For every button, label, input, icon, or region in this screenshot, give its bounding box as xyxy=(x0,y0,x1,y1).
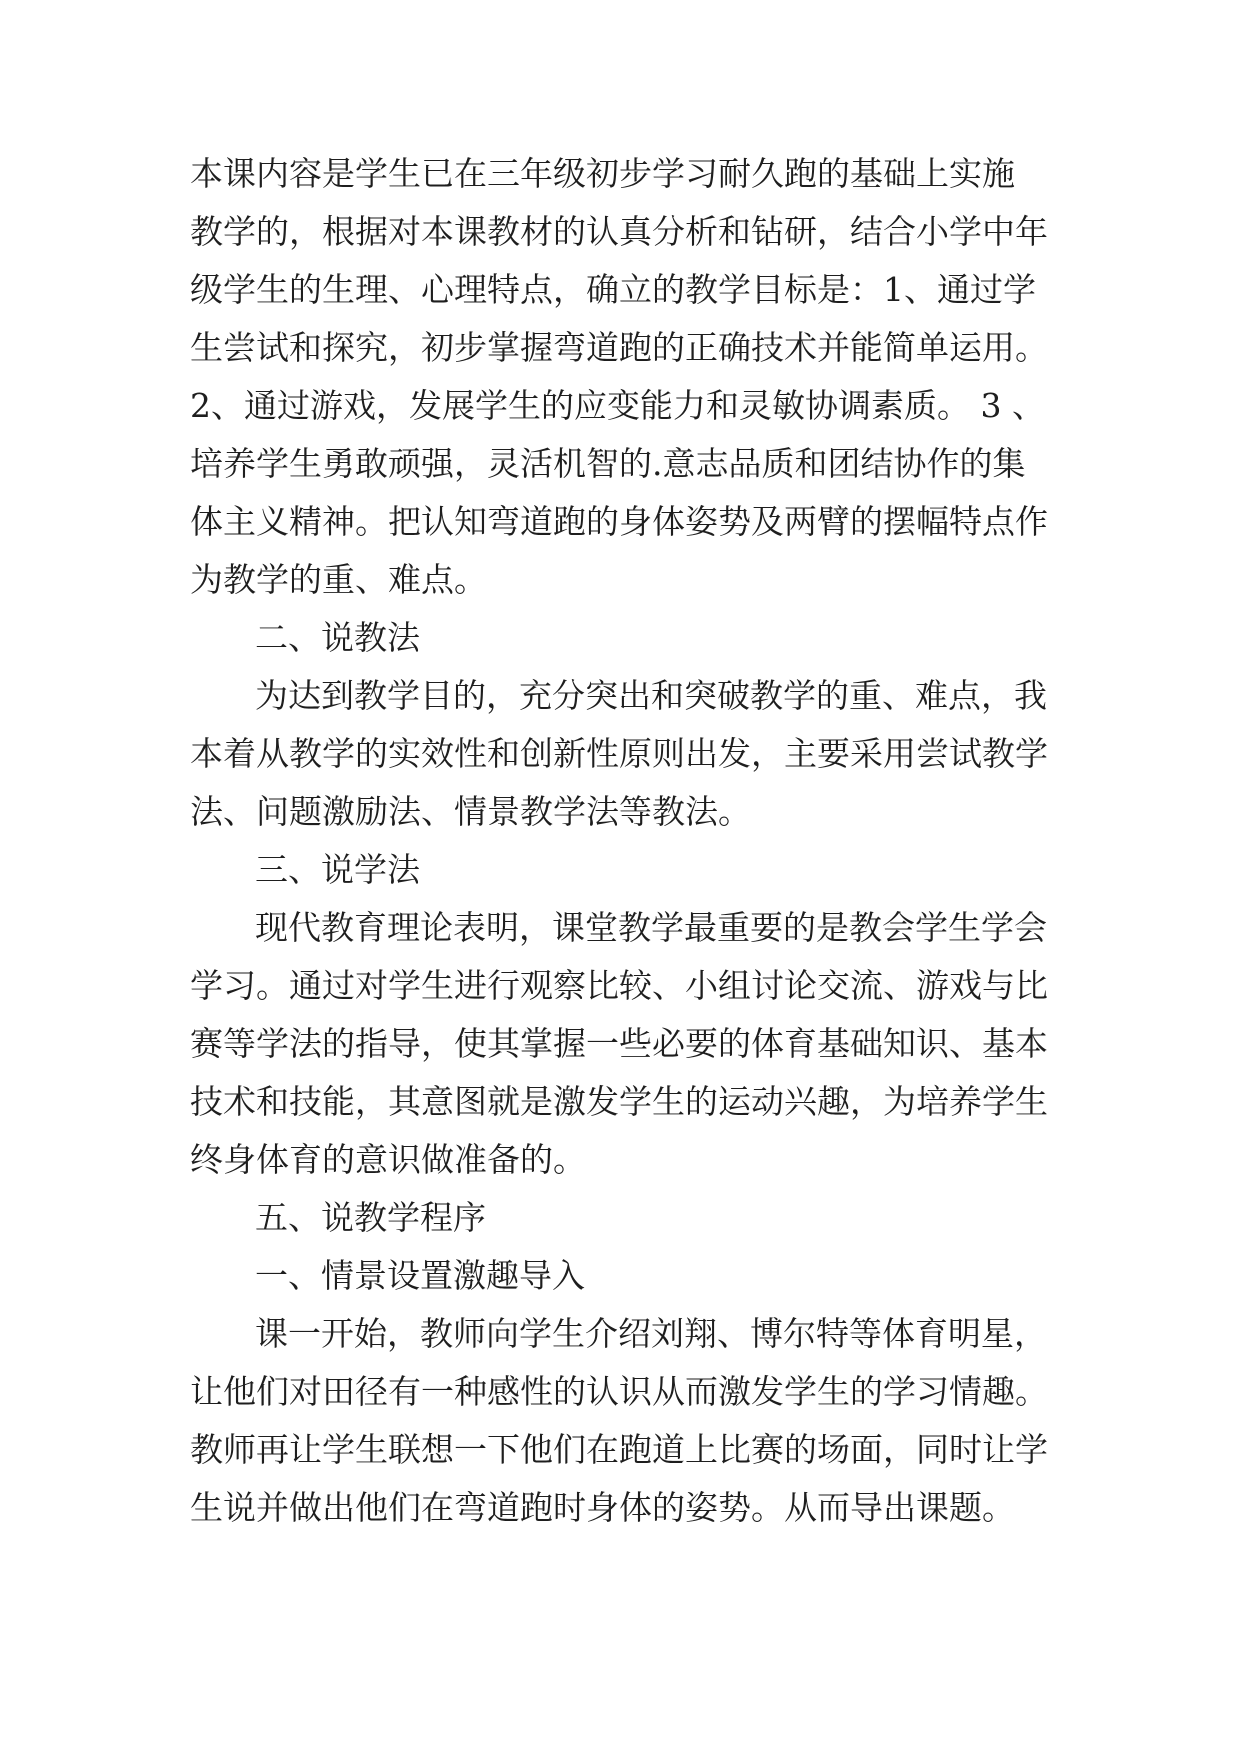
section-heading-learning-method: 三、说学法 xyxy=(255,850,420,889)
paragraph-line: 赛等学法的指导，使其掌握一些必要的体育基础知识、基本 xyxy=(190,1024,1048,1063)
paragraph-line: 生说并做出他们在弯道跑时身体的姿势。从而导出课题。 xyxy=(190,1488,1015,1527)
paragraph-line: 让他们对田径有一种感性的认识从而激发学生的学习情趣。 xyxy=(190,1372,1048,1411)
paragraph-line: 2、通过游戏，发展学生的应变能力和灵敏协调素质。 3 、 xyxy=(190,386,1045,425)
paragraph-line: 为教学的重、难点。 xyxy=(190,560,487,599)
paragraph-line: 学习。通过对学生进行观察比较、小组讨论交流、游戏与比 xyxy=(190,966,1048,1005)
paragraph-line: 课一开始，教师向学生介绍刘翔、博尔特等体育明星， xyxy=(255,1314,1047,1353)
paragraph-line: 现代教育理论表明，课堂教学最重要的是教会学生学会 xyxy=(255,908,1047,947)
paragraph-line: 教学的，根据对本课教材的认真分析和钻研，结合小学中年 xyxy=(190,212,1048,251)
paragraph-line: 生尝试和探究，初步掌握弯道跑的正确技术并能简单运用。 xyxy=(190,328,1048,367)
subsection-heading-introduction: 一、情景设置激趣导入 xyxy=(255,1256,585,1295)
paragraph-line: 终身体育的意识做准备的。 xyxy=(190,1140,586,1179)
section-heading-teaching-method: 二、说教法 xyxy=(255,618,420,657)
paragraph-line: 本着从教学的实效性和创新性原则出发，主要采用尝试教学 xyxy=(190,734,1048,773)
paragraph-line: 级学生的生理、心理特点，确立的教学目标是：1、通过学 xyxy=(190,270,1036,309)
section-heading-teaching-procedure: 五、说教学程序 xyxy=(255,1198,486,1237)
paragraph-line: 培养学生勇敢顽强，灵活机智的.意志品质和团结协作的集 xyxy=(190,444,1026,483)
paragraph-line: 教师再让学生联想一下他们在跑道上比赛的场面，同时让学 xyxy=(190,1430,1048,1469)
paragraph-line: 体主义精神。把认知弯道跑的身体姿势及两臂的摆幅特点作 xyxy=(190,502,1048,541)
paragraph-line: 法、问题激励法、情景教学法等教法。 xyxy=(190,792,751,831)
paragraph-line: 为达到教学目的，充分突出和突破教学的重、难点，我 xyxy=(255,676,1047,715)
paragraph-line: 技术和技能，其意图就是激发学生的运动兴趣，为培养学生 xyxy=(190,1082,1048,1121)
paragraph-line: 本课内容是学生已在三年级初步学习耐久跑的基础上实施 xyxy=(190,154,1015,193)
